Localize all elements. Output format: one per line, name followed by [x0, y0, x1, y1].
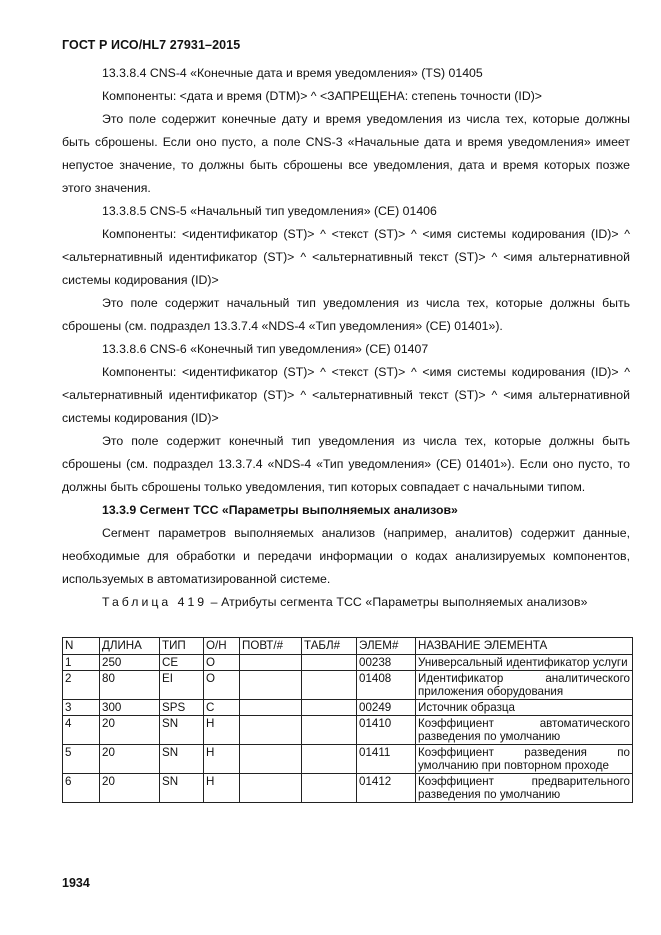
table-caption-text: Атрибуты сегмента TCC «Параметры выполняемых анализов»: [221, 595, 588, 609]
attributes-table: [62, 637, 633, 803]
section-heading-13-3-9: 13.3.9 Сегмент TCC «Параметры выполняемых анализов»: [102, 503, 458, 517]
column-header: ПОВТ/#: [240, 638, 302, 655]
table-cell: Н: [204, 716, 240, 745]
table-cell: О: [204, 655, 240, 671]
table-cell: [302, 655, 357, 671]
table-cell: [302, 745, 357, 774]
table-cell: SN: [160, 716, 204, 745]
table-cell: 6: [63, 774, 100, 803]
table-cell: О: [204, 671, 240, 700]
table-cell: 300: [100, 700, 160, 716]
column-header: ТАБЛ#: [302, 638, 357, 655]
table-cell: 250: [100, 655, 160, 671]
table-cell: [240, 774, 302, 803]
table-header-row: [63, 638, 633, 655]
table-cell: 3: [63, 700, 100, 716]
column-header: НАЗВАНИЕ ЭЛЕМЕНТА: [416, 638, 633, 655]
body-paragraph: Это поле содержит конечные дату и время уведомления из числа тех, которые должны быть сброшены. Если оно пусто, а поле CNS-3 «Начальные дата и время уведомления» имеет непустое значение, то должны быть сброшены все уведомления, дата и время которых позже этого значения.: [62, 112, 630, 195]
table-cell: 4: [63, 716, 100, 745]
section-heading-13-3-8-6: 13.3.8.6 CNS-6 «Конечный тип уведомления» (CE) 01407: [102, 342, 429, 356]
table-cell: [240, 745, 302, 774]
table-cell: 20: [100, 716, 160, 745]
table-cell: Универсальный идентификатор услуги: [416, 655, 633, 671]
table-row: [63, 716, 633, 745]
table-cell: [302, 716, 357, 745]
table-cell: 00249: [357, 700, 416, 716]
table-cell: 20: [100, 745, 160, 774]
column-header: ЭЛЕМ#: [357, 638, 416, 655]
table-row: [63, 700, 633, 716]
table-cell: SN: [160, 774, 204, 803]
table-row: [63, 671, 633, 700]
table-row: [63, 774, 633, 803]
table-cell: Коэффициент автоматического разведения по умолчанию: [416, 716, 633, 745]
table-cell: Источник образца: [416, 700, 633, 716]
table-cell: [302, 774, 357, 803]
table-row: [63, 745, 633, 774]
table-cell: Коэффициент предварительного разведения по умолчанию: [416, 774, 633, 803]
table-cell: 01412: [357, 774, 416, 803]
table-cell: [240, 700, 302, 716]
table-cell: Н: [204, 745, 240, 774]
table-cell: 00238: [357, 655, 416, 671]
table-cell: [240, 716, 302, 745]
table-cell: [302, 700, 357, 716]
table-cell: 01410: [357, 716, 416, 745]
section-heading-13-3-8-5: 13.3.8.5 CNS-5 «Начальный тип уведомления» (CE) 01406: [102, 204, 437, 218]
table-cell: 01408: [357, 671, 416, 700]
body-paragraph: Сегмент параметров выполняемых анализов (например, аналитов) содержит данные, необходимые для обработки и передачи информации о кодах анализируемых компонентов, используемых в автоматизированной системе.: [62, 526, 630, 586]
components-paragraph: Компоненты: <идентификатор (ST)> ^ <текст (ST)> ^ <имя системы кодирования (ID)> ^ <альтернативный идентификатор (ST)> ^ <альтернативный текст (ST)> ^ <имя альтернативной системы кодирования (ID)>: [62, 365, 630, 425]
table-row: [63, 655, 633, 671]
column-header: О/Н: [204, 638, 240, 655]
page-number: 1934: [62, 876, 90, 890]
document-header: ГОСТ Р ИСО/HL7 27931–2015: [62, 38, 241, 52]
components-paragraph: Компоненты: <идентификатор (ST)> ^ <текст (ST)> ^ <имя системы кодирования (ID)> ^ <альтернативный идентификатор (ST)> ^ <альтернативный текст (ST)> ^ <имя альтернативной системы кодирования (ID)>: [62, 227, 630, 287]
body-paragraph: Это поле содержит конечный тип уведомления из числа тех, которые должны быть сброшены (см. подраздел 13.3.7.4 «NDS-4 «Тип уведомления» (CE) 01401»). Если оно пусто, то должны быть сброшены только уведомления, тип которых совпадает с начальными типом.: [62, 434, 630, 494]
table-cell: [240, 671, 302, 700]
table-cell: 01411: [357, 745, 416, 774]
section-heading-13-3-8-4: 13.3.8.4 CNS-4 «Конечные дата и время уведомления» (TS) 01405: [102, 66, 483, 80]
table-cell: [302, 671, 357, 700]
table-cell: 80: [100, 671, 160, 700]
column-header: ТИП: [160, 638, 204, 655]
table-cell: SN: [160, 745, 204, 774]
table-cell: Идентификатор аналитического приложения оборудования: [416, 671, 633, 700]
table-cell: SPS: [160, 700, 204, 716]
table-cell: 20: [100, 774, 160, 803]
table-caption-label: Таблица 419: [102, 595, 208, 609]
body-paragraph: Это поле содержит начальный тип уведомления из числа тех, которые должны быть сброшены (см. подраздел 13.3.7.4 «NDS-4 «Тип уведомления» (CE) 01401»).: [62, 296, 630, 333]
table-cell: 2: [63, 671, 100, 700]
column-header: N: [63, 638, 100, 655]
table-caption: [62, 591, 630, 614]
table-cell: С: [204, 700, 240, 716]
column-header: ДЛИНА: [100, 638, 160, 655]
table-caption-dash: –: [207, 595, 222, 609]
components-paragraph: Компоненты: <дата и время (DTM)> ^ <ЗАПРЕЩЕНА: степень точности (ID)>: [102, 89, 542, 103]
table-cell: EI: [160, 671, 204, 700]
table-cell: Коэффициент разведения по умолчанию при повторном проходе: [416, 745, 633, 774]
table-cell: CE: [160, 655, 204, 671]
table-cell: 5: [63, 745, 100, 774]
table-cell: Н: [204, 774, 240, 803]
table-cell: [240, 655, 302, 671]
document-body: [62, 62, 630, 614]
table-cell: 1: [63, 655, 100, 671]
